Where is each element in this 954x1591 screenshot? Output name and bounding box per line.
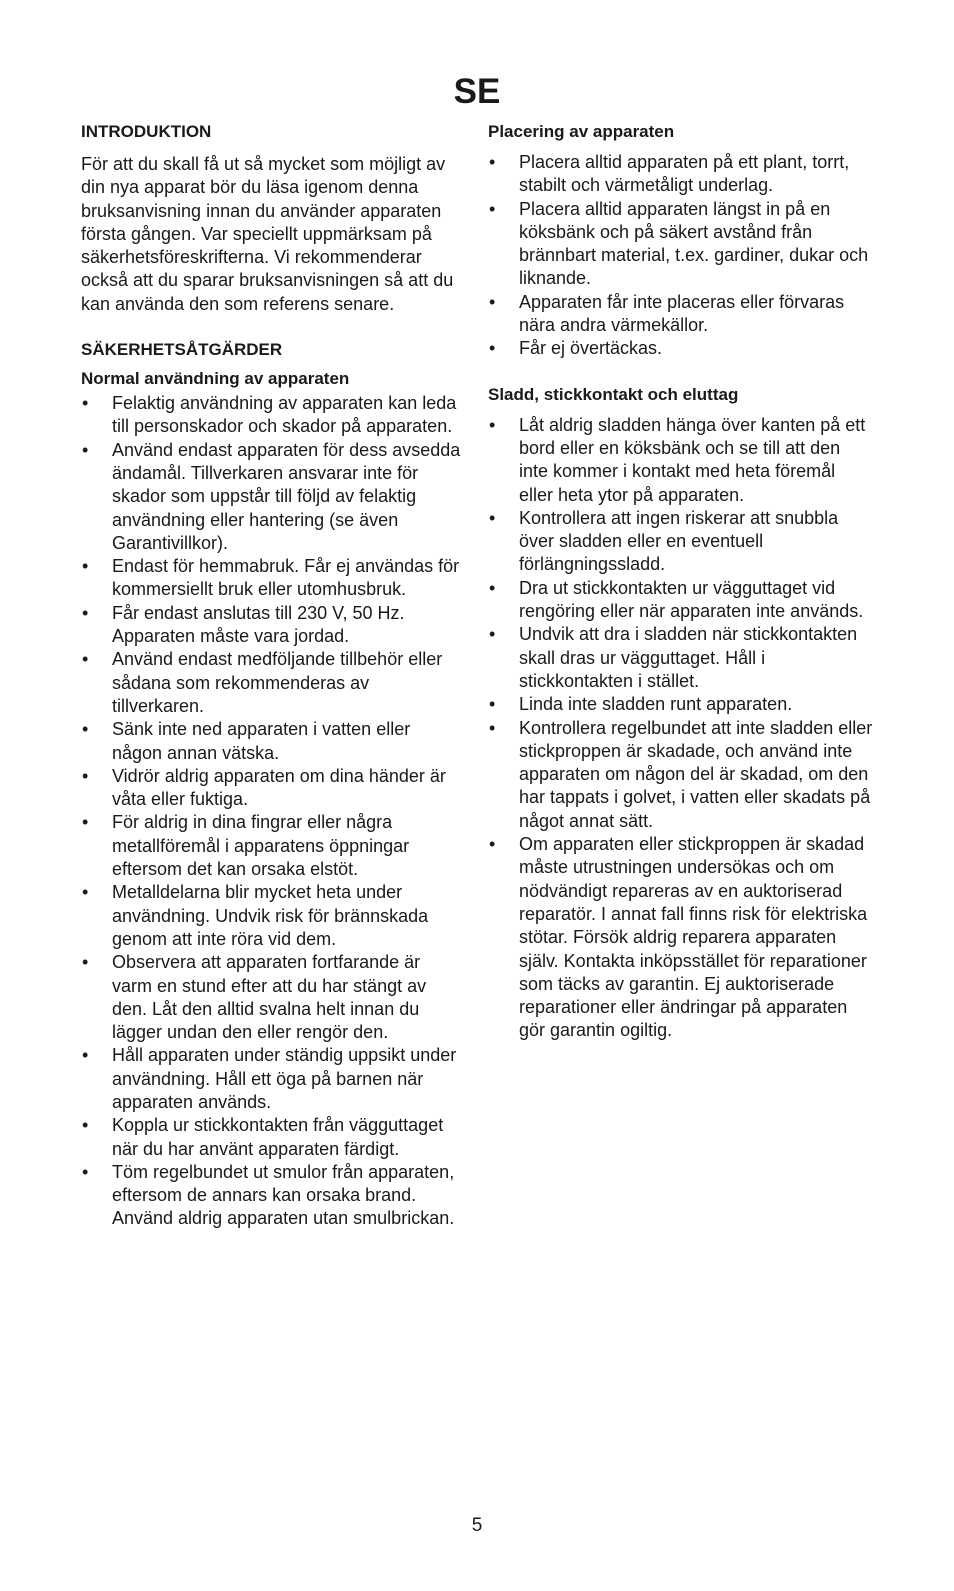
cord-list [488, 414, 873, 1043]
cord-heading: Sladd, stickkontakt och eluttag [488, 384, 739, 404]
list-item: • Töm regelbundet ut smulor från apparaten, eftersom de annars kan orsaka brand. Använd aldrig apparaten utan smulbrickan. [81, 1161, 464, 1231]
list-item: • Placera alltid apparaten längst in på en köksbänk och på säkert avstånd från brännbart material, t.ex. gardiner, dukar och liknande. [488, 198, 873, 291]
list-item: • Koppla ur stickkontakten från vägguttaget när du har använt apparaten färdigt. [81, 1114, 464, 1161]
list-item: • Får ej övertäckas. [488, 337, 873, 360]
list-item: • Vidrör aldrig apparaten om dina händer är våta eller fuktiga. [81, 765, 464, 812]
list-item: • Låt aldrig sladden hänga över kanten på ett bord eller en köksbänk och se till att den inte kommer i kontakt med heta föremål eller heta ytor på apparaten. [488, 414, 873, 507]
safety-heading: SÄKERHETSÅTGÄRDER [81, 340, 283, 360]
list-item: • Får endast anslutas till 230 V, 50 Hz. Apparaten måste vara jordad. [81, 602, 464, 649]
list-item: • Felaktig användning av apparaten kan leda till personskador och skador på apparaten. [81, 392, 464, 439]
list-item: • Undvik att dra i sladden när stickkontakten skall dras ur vägguttaget. Håll i stickkontakten i stället. [488, 623, 873, 693]
list-item: • Kontrollera regelbundet att inte sladden eller stickproppen är skadade, och använd inte apparaten om någon del är skadad, om den har tappats i golvet, i vatten eller skadats på något annat sätt. [488, 717, 873, 833]
list-item: • Om apparaten eller stickproppen är skadad måste utrustningen undersökas och om nödvändigt repareras av en auktoriserad reparatör. I annat fall finns risk för elektriska stötar. Försök aldrig reparera apparaten själv. Kontakta inköpsstället för reparationer som täcks av garantin. Ej auktoriserade reparationer eller ändringar på apparaten gör garantin ogiltig. [488, 833, 873, 1043]
list-item: • Placera alltid apparaten på ett plant, torrt, stabilt och värmetåligt underlag. [488, 151, 873, 198]
list-item: • Linda inte sladden runt apparaten. [488, 693, 873, 716]
left-column [81, 120, 464, 1231]
list-item: • Dra ut stickkontakten ur vägguttaget vid rengöring eller när apparaten inte används. [488, 577, 873, 624]
list-item: • Kontrollera att ingen riskerar att snubbla över sladden eller en eventuell förlängningssladd. [488, 507, 873, 577]
intro-text: För att du skall få ut så mycket som möjligt av din nya apparat bör du läsa igenom denna bruksanvisning innan du använder apparaten första gången. Var speciellt uppmärksam på säkerhetsföreskrifterna. Vi rekommenderar också att du sparar bruksanvisningen så att du kan använda den som referens senare. [81, 154, 454, 314]
list-item: • Sänk inte ned apparaten i vatten eller någon annan vätska. [81, 718, 464, 765]
list-item: • Observera att apparaten fortfarande är varm en stund efter att du har stängt av den. Låt den alltid svalna helt innan du lägger undan den eller rengör den. [81, 951, 464, 1044]
list-item: • Använd endast medföljande tillbehör eller sådana som rekommenderas av tillverkaren. [81, 648, 464, 718]
right-column [488, 120, 873, 1043]
list-item: • Apparaten får inte placeras eller förvaras nära andra värmekällor. [488, 291, 873, 338]
list-item: • För aldrig in dina fingrar eller några metallföremål i apparatens öppningar eftersom det kan orsaka elstöt. [81, 811, 464, 881]
placement-list [488, 151, 873, 361]
language-code: SE [453, 72, 501, 111]
intro-heading: INTRODUKTION [81, 122, 212, 141]
placement-heading: Placering av apparaten [488, 122, 675, 141]
page-number: 5 [471, 1515, 483, 1536]
normal-use-subheading: Normal användning av apparaten [81, 369, 350, 389]
list-item: • Metalldelarna blir mycket heta under användning. Undvik risk för brännskada genom att inte röra vid dem. [81, 881, 464, 951]
list-item: • Håll apparaten under ständig uppsikt under användning. Håll ett öga på barnen när apparaten används. [81, 1044, 464, 1114]
list-item: • Använd endast apparaten för dess avsedda ändamål. Tillverkaren ansvarar inte för skador som uppstår till följd av felaktig användning eller hantering (se även Garantivillkor). [81, 439, 464, 555]
list-item: • Endast för hemmabruk. Får ej användas för kommersiellt bruk eller utomhusbruk. [81, 555, 464, 602]
normal-use-list [81, 392, 464, 1231]
